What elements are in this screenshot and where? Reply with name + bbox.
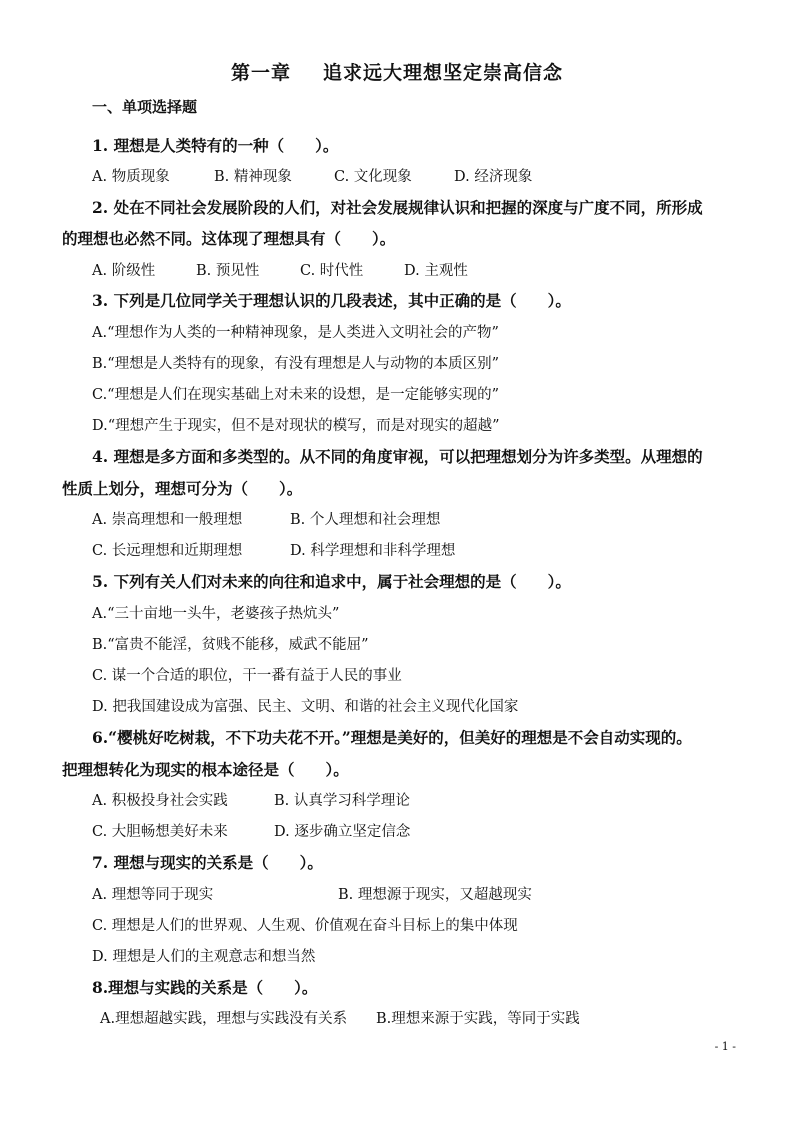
question-3-option-d: D.“理想产生于现实，但不是对现状的模写，而是对现实的超越”	[92, 418, 500, 434]
option-a: A. 积极投身社会实践	[92, 793, 228, 809]
option-b: B. 精神现象	[214, 169, 292, 185]
option-a: A. 理想等同于现实	[92, 887, 214, 903]
question-6-options-row-1	[92, 789, 410, 810]
option-d: D. 主观性	[404, 263, 468, 279]
option-d: D. 经济现象	[454, 169, 533, 185]
question-5-option-b: B.“富贵不能淫，贫贱不能移，威武不能屈”	[92, 637, 369, 653]
question-3-option-a: A.“理想作为人类的一种精神现象，是人类进入文明社会的产物”	[92, 325, 499, 341]
question-6-options-row-2	[92, 820, 410, 841]
option-b: B.理想来源于实践，等同于实践	[376, 1011, 580, 1027]
question-3-stem: 3. 下列是几位同学关于理想认识的几段表述，其中正确的是（ ）。	[92, 291, 571, 310]
option-c: C. 大胆畅想美好未来	[92, 824, 228, 840]
option-a: A. 物质现象	[92, 169, 170, 185]
question-5-option-c: C. 谋一个合适的职位，干一番有益于人民的事业	[92, 668, 402, 684]
question-7-options-row-1	[92, 883, 532, 904]
question-3-option-c: C.“理想是人们在现实基础上对未来的设想，是一定能够实现的”	[92, 387, 500, 403]
question-3-option-b: B.“理想是人类特有的现象，有没有理想是人与动物的本质区别”	[92, 356, 500, 372]
page-title	[0, 58, 794, 85]
question-4-stem-line-2: 性质上划分，理想可分为（ ）。	[62, 479, 303, 498]
option-c: C. 长远理想和近期理想	[92, 543, 243, 559]
option-d: D. 科学理想和非科学理想	[290, 543, 456, 559]
question-1-stem: 1. 理想是人类特有的一种（ ）。	[92, 136, 339, 155]
option-b: B. 理想源于现实，又超越现实	[338, 887, 532, 903]
question-2-stem-line-2: 的理想也必然不同。这体现了理想具有（ ）。	[62, 229, 396, 248]
option-a: A. 阶级性	[92, 263, 156, 279]
question-1-options	[92, 165, 532, 186]
question-5-option-d: D. 把我国建设成为富强、民主、文明、和谐的社会主义现代化国家	[92, 699, 519, 715]
question-5-stem: 5. 下列有关人们对未来的向往和追求中，属于社会理想的是（ ）。	[92, 572, 571, 591]
option-c: C. 时代性	[300, 263, 364, 279]
question-8-options	[100, 1007, 580, 1028]
option-b: B. 个人理想和社会理想	[290, 512, 441, 528]
question-8-stem: 8.理想与实践的关系是（ ）。	[92, 978, 318, 997]
option-a: A. 崇高理想和一般理想	[92, 512, 243, 528]
option-b: B. 认真学习科学理论	[274, 793, 410, 809]
question-4-stem-line-1: 4. 理想是多方面和多类型的。从不同的角度审视，可以把理想划分为许多类型。从理想的	[92, 447, 703, 466]
question-6-stem-line-1: 6.“樱桃好吃树栽，不下功夫花不开。”理想是美好的，但美好的理想是不会自动实现的。	[92, 728, 692, 747]
question-7-option-d: D. 理想是人们的主观意志和想当然	[92, 949, 316, 965]
question-7-option-c: C. 理想是人们的世界观、人生观、价值观在奋斗目标上的集中体现	[92, 918, 518, 934]
question-2-stem-line-1: 2. 处在不同社会发展阶段的人们，对社会发展规律认识和把握的深度与广度不同，所形成	[92, 198, 703, 217]
option-c: C. 文化现象	[334, 169, 412, 185]
question-5-option-a: A.“三十亩地一头牛，老婆孩子热炕头”	[92, 606, 340, 622]
chapter-number: 第一章	[230, 62, 291, 84]
chapter-name: 追求远大理想坚定崇高信念	[323, 62, 564, 84]
option-b: B. 预见性	[196, 263, 260, 279]
option-d: D. 逐步确立坚定信念	[274, 824, 411, 840]
question-6-stem-line-2: 把理想转化为现实的根本途径是（ ）。	[62, 760, 349, 779]
option-a: A.理想超越实践，理想与实践没有关系	[100, 1011, 348, 1027]
section-heading: 一、单项选择题	[92, 98, 198, 116]
question-4-options-row-1	[92, 508, 440, 529]
question-2-options	[92, 259, 468, 280]
page-number: - 1 -	[714, 1040, 736, 1053]
question-4-options-row-2	[92, 539, 455, 560]
question-7-stem: 7. 理想与现实的关系是（ ）。	[92, 853, 323, 872]
